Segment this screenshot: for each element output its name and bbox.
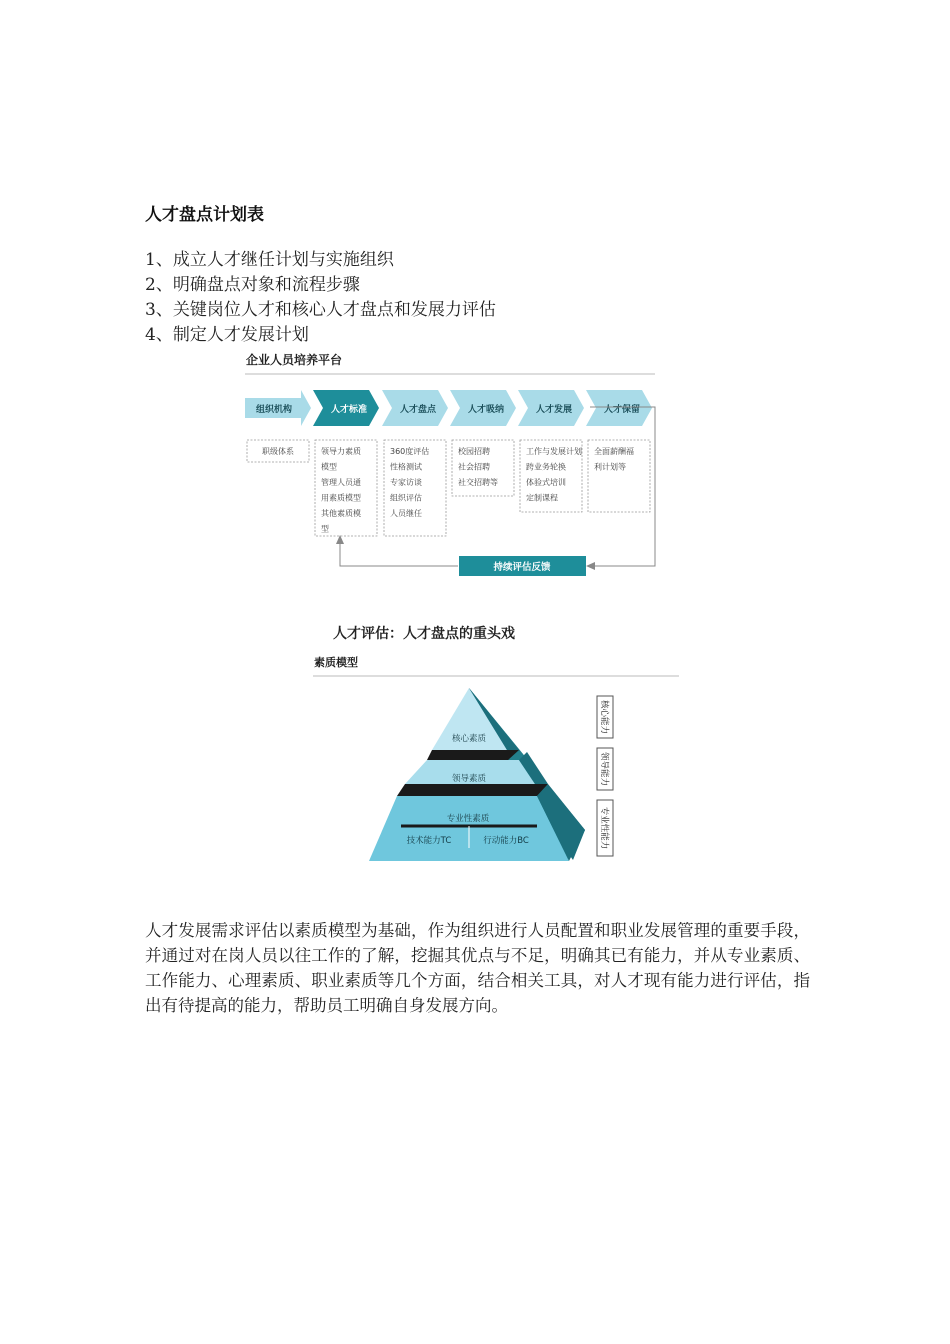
stage-item: 定制课程: [526, 493, 558, 503]
list-item: 1、成立人才继任计划与实施组织: [145, 250, 394, 270]
stage-label: 组织机构: [255, 405, 293, 415]
body-paragraph: 人才发展需求评估以素质模型为基础，作为组织进行人员配置和职业发展管理的重要手段，并通过对在岗人员以往工作的了解，挖掘其优点与不足，明确其已有能力，并从专业素质、工作能力、心理素质、职业素质等几个方面，结合相关工具，对人才现有能力进行评估，指出有待提高的能力，帮助员工明确自身发展方向。: [145, 921, 810, 1015]
stage-item: 工作与发展计划: [526, 447, 582, 456]
stage-item: 性格测试: [390, 462, 422, 472]
tier-base-right-label: 行动能力BC: [483, 836, 529, 846]
side-label: 领导能力: [599, 751, 609, 787]
list-item: 3、关键岗位人才和核心人才盘点和发展力评估: [145, 300, 496, 320]
plan-list: [145, 248, 496, 348]
pyramid-band-lower: [397, 784, 548, 796]
side-labels: [597, 696, 613, 856]
tier-base-label: 专业性素质: [446, 814, 490, 824]
tier-base-left-label: 技术能力TC: [406, 836, 452, 846]
stage-item: 利计划等: [594, 462, 626, 472]
side-label: 专业性能力: [599, 806, 609, 850]
feedback-line-left: [340, 541, 458, 566]
stage-item: 社会招聘: [458, 462, 490, 472]
list-item: 4、制定人才发展计划: [145, 325, 309, 345]
side-label: 核心能力: [599, 699, 609, 735]
feedback-label: 持续评估反馈: [493, 562, 551, 573]
pyramid-figure-subtitle: 素质模型: [314, 656, 358, 669]
stage-item: 跨业务轮换: [526, 462, 566, 472]
stage-item: 领导力素质: [321, 447, 361, 456]
stage-item: 其他素质模: [321, 509, 361, 518]
feedback-arrowhead-right: [586, 562, 595, 570]
pyramid-band-upper: [427, 750, 519, 760]
platform-figure: [240, 345, 660, 583]
stage-item: 用素质模型: [321, 493, 361, 503]
pyramid-figure-title: 人才评估：人才盘点的重头戏: [333, 626, 515, 642]
stage-item: 社交招聘等: [458, 478, 498, 487]
page-title: 人才盘点计划表: [145, 205, 264, 225]
stage-item: 360度评估: [390, 447, 430, 456]
pyramid-figure: [305, 618, 685, 868]
stage-item: 管理人员通: [321, 478, 361, 487]
stage-row: [245, 390, 652, 536]
stage-item: 全面薪酬福: [594, 447, 634, 456]
stage-label: 人才吸纳: [467, 405, 505, 415]
stage-item: 型: [321, 524, 329, 534]
stage-item: 职级体系: [262, 447, 294, 456]
platform-figure-title: 企业人员培养平台: [246, 353, 343, 367]
stage-label: 人才标准: [330, 405, 368, 415]
stage-item: 模型: [321, 462, 337, 472]
tier-top-label: 核心素质: [451, 734, 487, 744]
stage-item: 体验式培训: [526, 478, 566, 487]
stage-label: 人才盘点: [399, 405, 437, 415]
tier-middle-label: 领导素质: [451, 774, 487, 784]
stage-item: 专家访谈: [390, 478, 422, 487]
stage-item: 组织评估: [390, 493, 422, 503]
stage-label: 人才保留: [603, 405, 641, 415]
stage-item: 人员继任: [390, 509, 422, 518]
list-item: 2、明确盘点对象和流程步骤: [145, 275, 360, 295]
stage-item: 校园招聘: [458, 447, 490, 456]
stage-label: 人才发展: [535, 405, 573, 415]
